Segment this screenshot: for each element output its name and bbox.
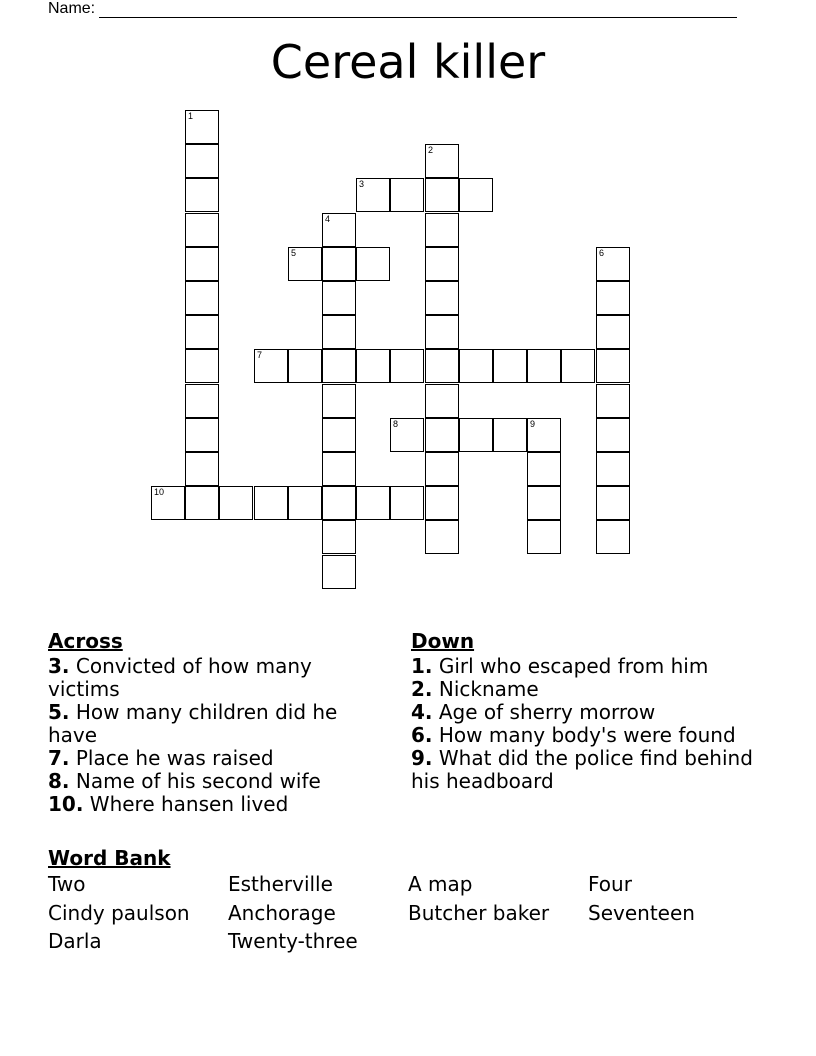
grid-cell: [493, 349, 527, 383]
clue-num: 4.: [411, 700, 433, 724]
clue-text: Age of sherry morrow: [432, 700, 656, 724]
grid-cell: [322, 555, 356, 589]
grid-cell: [527, 418, 561, 452]
grid-cell: [425, 384, 459, 418]
word-bank-item: A map: [408, 872, 473, 896]
down-clue: [411, 678, 771, 701]
clue-num: 2.: [411, 677, 433, 701]
grid-cell: [527, 486, 561, 520]
grid-cell: [425, 281, 459, 315]
down-clue: [411, 655, 771, 678]
grid-cell: [459, 418, 493, 452]
down-clue: [411, 701, 771, 724]
clue-num: 6.: [411, 723, 433, 747]
across-clues: [48, 630, 378, 816]
across-clue: [48, 747, 378, 770]
grid-cell: [322, 486, 356, 520]
grid-cell: [185, 178, 219, 212]
grid-cell: [288, 486, 322, 520]
grid-cell: [185, 144, 219, 178]
grid-cell: [185, 349, 219, 383]
grid-cell: [596, 349, 630, 383]
clue-text: Nickname: [432, 677, 539, 701]
grid-cell: [596, 384, 630, 418]
grid-cell: [322, 349, 356, 383]
grid-cell: [425, 178, 459, 212]
grid-cell: [390, 178, 424, 212]
word-bank-item: Seventeen: [588, 900, 695, 925]
down-clue: [411, 724, 771, 747]
word-bank-list: [48, 870, 768, 956]
word-bank-item: Two: [48, 872, 86, 896]
grid-cell: [527, 452, 561, 486]
grid-cell: [185, 281, 219, 315]
clue-number: 8: [393, 419, 399, 429]
grid-cell: [596, 315, 630, 349]
clue-number: 10: [154, 487, 165, 497]
grid-cell: [288, 349, 322, 383]
clue-text: Convicted of how many victims: [48, 654, 312, 701]
grid-cell: [425, 486, 459, 520]
name-label: Name:: [48, 0, 96, 17]
clue-text: Where hansen lived: [83, 792, 289, 816]
grid-cell: [390, 418, 424, 452]
clue-text: Place he was raised: [69, 746, 274, 770]
across-clue-list: [48, 655, 378, 816]
grid-cell: [425, 247, 459, 281]
clue-number: 5: [291, 248, 297, 258]
clue-num: 3.: [48, 654, 70, 678]
grid-cell: [596, 486, 630, 520]
word-bank-item: Cindy paulson: [48, 900, 190, 925]
word-bank-item: Butcher baker: [408, 900, 550, 925]
grid-cell: [561, 349, 595, 383]
clue-number: 3: [359, 179, 365, 189]
grid-cell: [254, 486, 288, 520]
grid-cell: [459, 178, 493, 212]
word-bank-item: Darla: [48, 929, 102, 953]
grid-cell: [185, 213, 219, 247]
grid-cell: [596, 520, 630, 554]
grid-cell: [527, 349, 561, 383]
clue-number: 7: [257, 350, 263, 360]
across-clue: [48, 655, 378, 701]
down-clue: [411, 747, 771, 793]
grid-cell: [322, 520, 356, 554]
grid-cell: [425, 144, 459, 178]
clue-text: How many children did he have: [48, 700, 338, 747]
grid-cell: [425, 213, 459, 247]
down-clue-list: [411, 655, 771, 793]
down-heading: Down: [411, 629, 475, 653]
grid-cell: [322, 418, 356, 452]
across-clue: [48, 793, 378, 816]
grid-cell: [185, 384, 219, 418]
grid-cell: [425, 349, 459, 383]
clue-num: 9.: [411, 746, 433, 770]
grid-cell: [459, 349, 493, 383]
clue-number: 2: [428, 145, 434, 155]
grid-cell: [356, 178, 390, 212]
page-title: Cereal killer: [270, 35, 546, 89]
clue-number: 9: [530, 419, 536, 429]
clue-text: Name of his second wife: [69, 769, 321, 793]
grid-cell: [425, 520, 459, 554]
grid-cell: [425, 452, 459, 486]
grid-cell: [322, 281, 356, 315]
grid-cell: [425, 315, 459, 349]
grid-cell: [425, 418, 459, 452]
clue-text: How many body's were found: [432, 723, 736, 747]
grid-cell: [322, 384, 356, 418]
grid-cell: [322, 213, 356, 247]
grid-cell: [493, 418, 527, 452]
clue-num: 5.: [48, 700, 70, 724]
across-clue: [48, 770, 378, 793]
word-bank-item: Four: [588, 872, 632, 896]
grid-cell: [390, 486, 424, 520]
clue-text: What did the police find behind his headboard: [411, 746, 753, 793]
clue-number: 1: [188, 111, 194, 121]
grid-cell: [356, 486, 390, 520]
grid-cell: [390, 349, 424, 383]
grid-cell: [596, 247, 630, 281]
clue-num: 7.: [48, 746, 70, 770]
grid-cell: [185, 110, 219, 144]
word-bank-heading: Word Bank: [48, 846, 171, 870]
grid-cell: [596, 452, 630, 486]
clue-number: 6: [599, 248, 605, 258]
grid-cell: [322, 247, 356, 281]
word-bank: [48, 846, 768, 956]
grid-cell: [322, 315, 356, 349]
grid-cell: [185, 452, 219, 486]
grid-cell: [596, 418, 630, 452]
clue-num: 8.: [48, 769, 70, 793]
grid-cell: [254, 349, 288, 383]
clue-num: 1.: [411, 654, 433, 678]
grid-cell: [527, 520, 561, 554]
grid-cell: [322, 452, 356, 486]
grid-cell: [185, 315, 219, 349]
clue-number: 4: [325, 214, 331, 224]
grid-cell: [185, 247, 219, 281]
across-heading: Across: [48, 629, 123, 653]
word-bank-item: Estherville: [228, 872, 333, 896]
grid-cell: [356, 247, 390, 281]
word-bank-item: Anchorage: [228, 900, 336, 925]
grid-cell: [219, 486, 253, 520]
word-bank-item: Twenty-three: [228, 929, 358, 953]
grid-cell: [185, 486, 219, 520]
clue-text: Girl who escaped from him: [432, 654, 709, 678]
clue-num: 10.: [48, 792, 84, 816]
grid-cell: [151, 486, 185, 520]
across-clue: [48, 701, 378, 747]
grid-cell: [288, 247, 322, 281]
grid-cell: [356, 349, 390, 383]
grid-cell: [185, 418, 219, 452]
down-clues: [411, 630, 771, 793]
grid-cell: [596, 281, 630, 315]
